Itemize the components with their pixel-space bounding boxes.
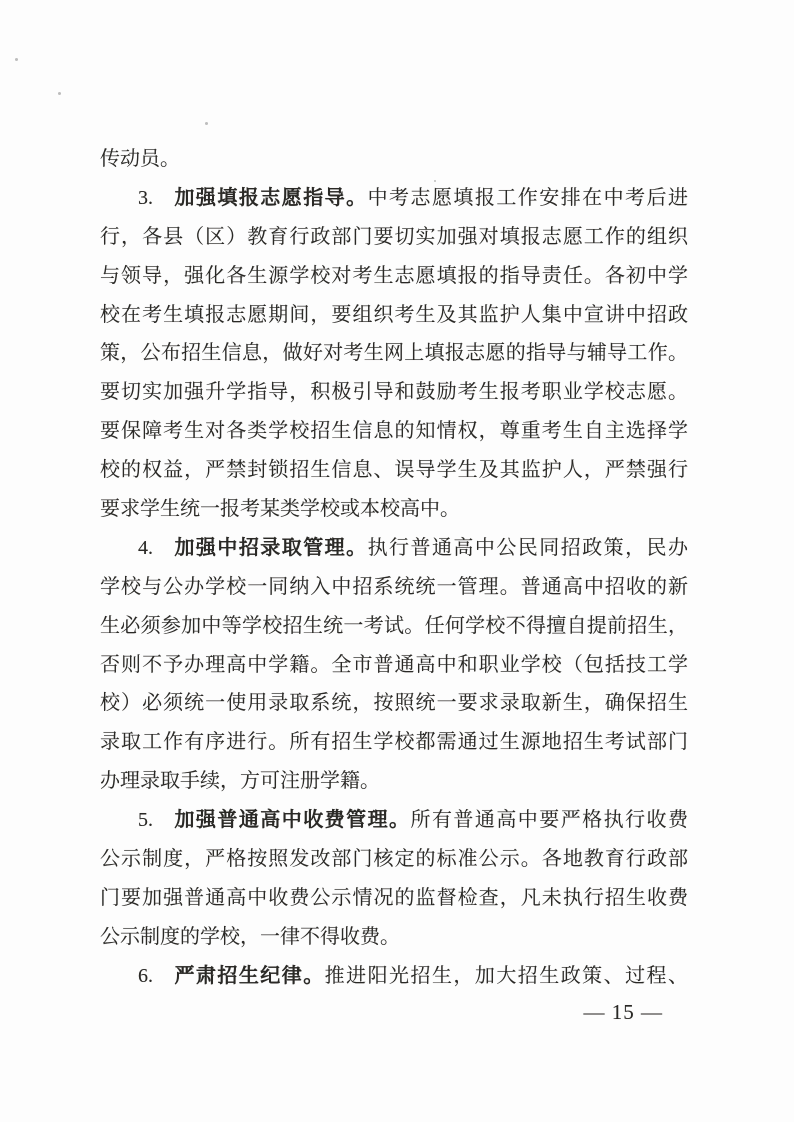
text-segment: 否则不予办理高中学籍。全市普通高中和职业学校（包括技工学: [100, 653, 688, 676]
text-line: [100, 607, 688, 646]
text-segment: 校在考生填报志愿期间，要组织考生及其监护人集中宣讲中招政: [100, 303, 688, 326]
text-segment: 校的权益，严禁封锁招生信息、误导学生及其监护人，严禁强行: [100, 459, 688, 482]
text-line: [100, 296, 688, 335]
text-line: [100, 646, 688, 685]
text-line: [100, 684, 688, 723]
paragraph-heading: 严肃招生纪律。: [173, 964, 325, 987]
text-line: [100, 957, 688, 996]
document-body: [100, 140, 688, 996]
text-segment: 5.: [138, 809, 173, 832]
text-segment: 公示制度，严格按照发改部门核定的标准公示。各地教育行政部: [100, 848, 688, 871]
text-segment: 要切实加强升学指导，积极引导和鼓励考生报考职业学校志愿。: [100, 381, 688, 404]
paragraph-heading: 加强普通高中收费管理。: [173, 809, 411, 832]
text-line: [100, 840, 688, 879]
text-segment: 中考志愿填报工作安排在中考后进: [367, 186, 689, 209]
text-line: [100, 412, 688, 451]
paragraph-heading: 加强中招录取管理。: [173, 536, 368, 559]
text-segment: 门要加强普通高中收费公示情况的监督检查，凡未执行招生收费: [100, 886, 688, 909]
text-segment: 办理录取手续，方可注册学籍。: [100, 770, 380, 793]
text-segment: 录取工作有序进行。所有招生学校都需通过生源地招生考试部门: [100, 731, 688, 754]
text-segment: 4.: [138, 536, 173, 559]
text-line: [100, 568, 688, 607]
text-segment: 公示制度的学校，一律不得收费。: [100, 925, 400, 948]
text-segment: 要求学生统一报考某类学校或本校高中。: [100, 498, 460, 521]
text-segment: 执行普通高中公民同招政策，民办: [367, 536, 689, 559]
text-segment: 传动员。: [100, 148, 180, 170]
paragraph-heading: 加强填报志愿指导。: [173, 186, 368, 209]
text-line: [100, 451, 688, 490]
text-segment: 策，公布招生信息，做好对考生网上填报志愿的指导与辅导工作。: [100, 342, 688, 365]
text-segment: 生必须参加中等学校招生统一考试。任何学校不得擅自提前招生，: [100, 614, 688, 637]
text-line: [100, 918, 688, 957]
text-segment: 要保障考生对各类学校招生信息的知情权，尊重考生自主选择学: [100, 420, 688, 443]
text-line: [100, 529, 688, 568]
text-segment: 与领导，强化各生源学校对考生志愿填报的指导责任。各初中学: [100, 264, 688, 287]
text-segment: 校）必须统一使用录取系统，按照统一要求录取新生，确保招生: [100, 692, 688, 715]
text-line: [100, 723, 688, 762]
scan-speck: [205, 122, 208, 125]
text-segment: 6.: [138, 964, 173, 987]
scan-speck: [15, 58, 18, 61]
text-segment: 所有普通高中要严格执行收费: [410, 809, 688, 832]
page-number: — 15 —: [583, 1000, 663, 1024]
text-segment: 学校与公办学校一同纳入中招系统统一管理。普通高中招收的新: [100, 575, 688, 598]
text-line: [100, 140, 688, 179]
text-segment: 行，各县（区）教育行政部门要切实加强对填报志愿工作的组织: [100, 225, 688, 248]
text-line: [100, 801, 688, 840]
text-line: [100, 334, 688, 373]
text-line: [100, 762, 688, 801]
text-line: [100, 490, 688, 529]
text-segment: 3.: [138, 186, 173, 209]
text-line: [100, 179, 688, 218]
text-line: [100, 373, 688, 412]
text-line: [100, 257, 688, 296]
scan-speck: [58, 92, 61, 95]
text-line: [100, 879, 688, 918]
text-line: [100, 218, 688, 257]
text-segment: 推进阳光招生，加大招生政策、过程、: [324, 964, 689, 987]
